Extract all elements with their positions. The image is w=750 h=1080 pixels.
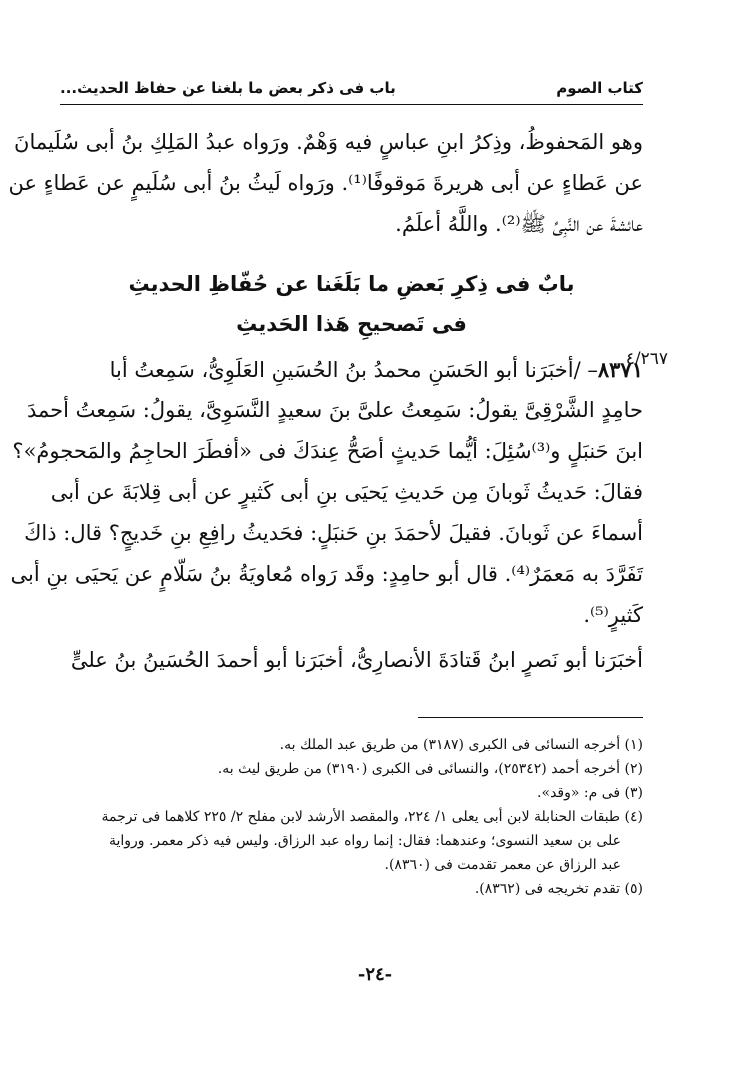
- hadith-number: ٨٣٧١: [597, 357, 643, 382]
- page-number: -٢٤-: [357, 964, 393, 985]
- hadith-first-line: [60, 349, 643, 390]
- text-line: أخبَرَنا أبو نَصرٍ ابنُ قَتادَةَ الأنصارِىُّ، أخبَرَنا أبو أحمدَ الحُسَينُ بنُ علىٍّ: [70, 648, 643, 672]
- hadith-text: – /أخبَرَنا أبو الحَسَنِ محمدُ بنُ الحُسَينِ العَلَوِىُّ، سَمِعتُ أبا: [109, 358, 598, 382]
- text-line: كَثيرٍ⁽⁵⁾.: [583, 603, 643, 627]
- footnote: (٥) تقدم تخريجه فى (٨٣٦٢).: [474, 881, 643, 897]
- text-line: عن عَطاءٍ عن أبى هريرةَ مَوقوفًا⁽¹⁾. ورَواه لَيثُ بنُ أبى سُلَيمٍ عن عَطاءٍ عن: [8, 171, 643, 195]
- text-line: حامِدٍ الشَّرْقِىَّ يقولُ: سَمِعتُ علىَّ بنَ سعيدٍ النَّسَوِىَّ، يقولُ: سَمِعتُ أحمدَ: [26, 398, 643, 422]
- text-line: ابنَ حَنبَلٍ و⁽³⁾سُئِلَ: أيُّما حَديثٍ أصَحُّ عِندَكَ فى «أفطَرَ الحاجِمُ والمَحجومُ»؟: [12, 439, 643, 463]
- book-title: كتاب الصوم: [556, 79, 643, 97]
- next-paragraph: [60, 640, 643, 681]
- text-line: أسماءَ عن ثَوبانَ. فقيلَ لأحمَدَ بنِ حَنبَلٍ: فحَديثُ رافِعِ بنِ خَديجٍ؟ قال: ذاكَ: [24, 521, 643, 545]
- footnotes: [60, 733, 643, 901]
- footnote: (٤) طبقات الحنابلة لابن أبى يعلى ١/ ٢٢٤، والمقصد الأرشد لابن مفلح ٢/ ٢٢٥ كلاهما فى ترجمة: [101, 809, 643, 825]
- running-header: [60, 76, 643, 100]
- text-line: وهو المَحفوظُ، وذِكرُ ابنِ عباسٍ فيه وَهْمٌ. ورَواه عبدُ المَلِكِ بنُ أبى سُلَيمانَ: [14, 130, 643, 154]
- footnote-continuation: على بن سعيد النسوى؛ وعندهما: فقال: إنما رواه عبد الرزاق. وليس فيه ذكر معمر. ورواية: [108, 833, 621, 849]
- footnote: (١) أخرجه النسائى فى الكبرى (٣١٨٧) من طريق عبد الملك به.: [279, 737, 643, 753]
- margin-volume-page-ref: ٤/٢٦٧: [625, 349, 668, 369]
- section-title: باب فى ذكر بعض ما بلغنا عن حفاظ الحديث...: [60, 79, 396, 97]
- hadith-paragraph: [10, 349, 643, 636]
- header-rule: [60, 104, 643, 105]
- text-line: تَفَرَّدَ به مَعمَرٌ⁽⁴⁾. قال أبو حامِدٍ: وقَد رَواه مُعاويَةُ بنُ سَلّامٍ عن يَحيَى بنِ أبى: [10, 562, 643, 586]
- text-line: عائشةَ عن النَّبِىِّ ﷺ⁽²⁾. واللَّهُ أعلَمُ.: [395, 212, 643, 236]
- footnote-continuation: عبد الرزاق عن معمر تقدمت فى (٨٣٦٠).: [384, 857, 621, 873]
- chapter-title-line1: بابٌ فى ذِكرِ بَعضِ ما بَلَغَنا عن حُفّاظِ الحديثِ: [128, 272, 575, 296]
- footnote-separator: [418, 717, 643, 718]
- intro-paragraph: [8, 122, 643, 245]
- text-line: فقالَ: حَديثُ ثَوبانَ مِن حَديثِ يَحيَى بنِ أبى كَثيرٍ عن أبى قِلابَةَ عن أبى: [50, 480, 643, 504]
- chapter-title-line2: فى تَصحيحِ هَذا الحَديثِ: [236, 312, 467, 336]
- footnote: (٢) أخرجه أحمد (٢٥٣٤٢)، والنسائى فى الكبرى (٣١٩٠) من طريق ليث به.: [217, 761, 643, 777]
- footnote: (٣) فى م: «وقد».: [537, 785, 643, 801]
